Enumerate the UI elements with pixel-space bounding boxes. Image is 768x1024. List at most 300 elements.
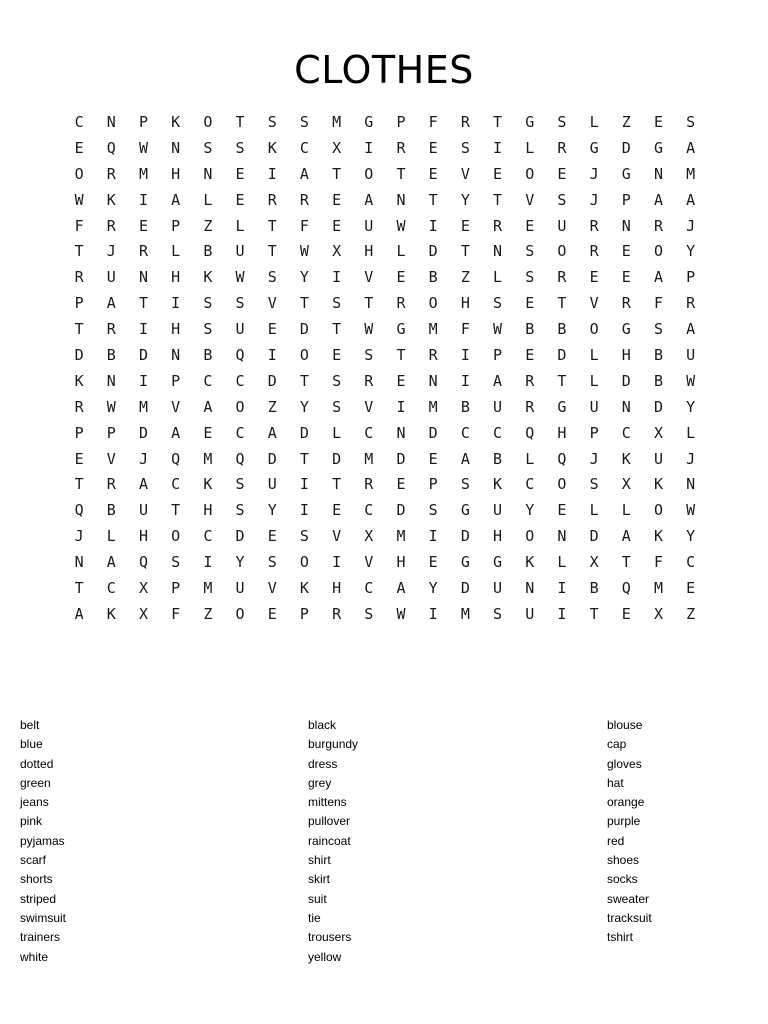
grid-letter[interactable]: Q [171, 449, 181, 468]
grid-letter[interactable]: W [74, 190, 84, 209]
grid-letter[interactable]: V [171, 397, 181, 416]
grid-letter[interactable]: D [460, 527, 470, 546]
grid-letter[interactable]: T [332, 475, 342, 494]
grid-letter[interactable]: T [557, 294, 567, 313]
grid-letter[interactable]: E [267, 604, 277, 623]
grid-letter[interactable]: E [525, 294, 535, 313]
grid-letter[interactable]: L [589, 371, 599, 390]
grid-letter[interactable]: G [653, 138, 663, 157]
grid-letter[interactable]: V [589, 294, 599, 313]
grid-letter[interactable]: H [621, 346, 631, 365]
grid-letter[interactable]: K [203, 268, 213, 287]
grid-letter[interactable]: G [460, 501, 470, 520]
grid-letter[interactable]: K [203, 475, 213, 494]
grid-letter[interactable]: A [686, 138, 696, 157]
grid-letter[interactable]: T [299, 449, 309, 468]
grid-letter[interactable]: L [589, 113, 599, 131]
grid-letter[interactable]: W [686, 371, 696, 390]
grid-letter[interactable]: E [332, 501, 342, 520]
grid-letter[interactable]: P [589, 423, 599, 442]
grid-letter[interactable]: D [460, 579, 470, 598]
grid-letter[interactable]: F [171, 604, 181, 623]
grid-letter[interactable]: O [653, 242, 663, 261]
grid-letter[interactable]: T [589, 604, 599, 623]
grid-letter[interactable]: Q [74, 501, 84, 520]
grid-letter[interactable]: P [171, 371, 181, 390]
grid-letter[interactable]: K [106, 604, 116, 623]
grid-letter[interactable]: B [653, 371, 663, 390]
grid-letter[interactable]: C [203, 371, 213, 390]
grid-letter[interactable]: C [364, 579, 374, 598]
grid-letter[interactable]: O [525, 164, 535, 183]
grid-letter[interactable]: R [106, 164, 116, 183]
grid-letter[interactable]: E [74, 449, 84, 468]
grid-letter[interactable]: Q [621, 579, 631, 598]
grid-letter[interactable]: N [106, 113, 116, 131]
grid-letter[interactable]: R [106, 320, 116, 339]
grid-letter[interactable]: A [364, 190, 374, 209]
grid-letter[interactable]: D [557, 346, 567, 365]
grid-letter[interactable]: S [332, 294, 342, 313]
grid-letter[interactable]: T [299, 371, 309, 390]
grid-letter[interactable]: S [299, 113, 309, 131]
grid-letter[interactable]: B [106, 346, 116, 365]
grid-letter[interactable]: Z [686, 604, 696, 623]
grid-letter[interactable]: C [171, 475, 181, 494]
grid-letter[interactable]: S [364, 604, 374, 623]
grid-letter[interactable]: R [332, 604, 342, 623]
grid-letter[interactable]: C [525, 475, 535, 494]
grid-letter[interactable]: U [267, 475, 277, 494]
grid-letter[interactable]: I [299, 501, 309, 520]
grid-letter[interactable]: L [686, 423, 696, 442]
grid-letter[interactable]: B [106, 501, 116, 520]
grid-letter[interactable]: N [138, 268, 148, 287]
grid-letter[interactable]: U [493, 501, 503, 520]
grid-letter[interactable]: C [364, 501, 374, 520]
grid-letter[interactable]: J [589, 449, 599, 468]
grid-letter[interactable]: F [299, 216, 309, 235]
grid-letter[interactable]: L [235, 216, 245, 235]
grid-letter[interactable]: I [299, 475, 309, 494]
grid-letter[interactable]: Q [557, 449, 567, 468]
grid-letter[interactable]: R [460, 113, 470, 131]
grid-letter[interactable]: S [460, 138, 470, 157]
grid-letter[interactable]: E [138, 216, 148, 235]
grid-letter[interactable]: I [267, 346, 277, 365]
grid-letter[interactable]: L [525, 449, 535, 468]
grid-letter[interactable]: N [621, 216, 631, 235]
grid-letter[interactable]: B [428, 268, 438, 287]
grid-letter[interactable]: R [589, 216, 599, 235]
grid-letter[interactable]: N [428, 371, 438, 390]
grid-letter[interactable]: H [460, 294, 470, 313]
grid-letter[interactable]: E [493, 164, 503, 183]
grid-letter[interactable]: I [332, 553, 342, 572]
grid-letter[interactable]: F [74, 216, 84, 235]
grid-letter[interactable]: F [428, 113, 438, 131]
grid-letter[interactable]: U [557, 216, 567, 235]
grid-letter[interactable]: A [653, 190, 663, 209]
grid-letter[interactable]: E [396, 268, 406, 287]
grid-letter[interactable]: E [621, 604, 631, 623]
grid-letter[interactable]: G [525, 113, 535, 131]
grid-letter[interactable]: E [267, 320, 277, 339]
grid-letter[interactable]: D [299, 423, 309, 442]
grid-letter[interactable]: U [235, 579, 245, 598]
grid-letter[interactable]: O [428, 294, 438, 313]
grid-letter[interactable]: W [364, 320, 374, 339]
grid-letter[interactable]: S [203, 138, 213, 157]
grid-letter[interactable]: N [396, 423, 406, 442]
grid-letter[interactable]: S [267, 268, 277, 287]
grid-letter[interactable]: I [460, 371, 470, 390]
grid-letter[interactable]: B [493, 449, 503, 468]
grid-letter[interactable]: D [299, 320, 309, 339]
grid-letter[interactable]: Y [299, 268, 309, 287]
grid-letter[interactable]: Y [686, 527, 696, 546]
grid-letter[interactable]: T [74, 242, 84, 261]
grid-letter[interactable]: I [138, 190, 148, 209]
grid-letter[interactable]: A [396, 579, 406, 598]
grid-letter[interactable]: T [460, 242, 470, 261]
grid-letter[interactable]: Z [267, 397, 277, 416]
grid-letter[interactable]: E [653, 113, 663, 131]
grid-letter[interactable]: N [171, 346, 181, 365]
grid-letter[interactable]: C [106, 579, 116, 598]
grid-letter[interactable]: N [171, 138, 181, 157]
grid-letter[interactable]: S [557, 113, 567, 131]
grid-letter[interactable]: J [74, 527, 84, 546]
grid-letter[interactable]: Y [299, 397, 309, 416]
grid-letter[interactable]: J [589, 164, 599, 183]
grid-letter[interactable]: U [235, 242, 245, 261]
grid-letter[interactable]: D [332, 449, 342, 468]
grid-letter[interactable]: D [267, 371, 277, 390]
grid-letter[interactable]: I [267, 164, 277, 183]
grid-letter[interactable]: J [686, 449, 696, 468]
grid-letter[interactable]: D [589, 527, 599, 546]
grid-letter[interactable]: K [299, 579, 309, 598]
grid-letter[interactable]: X [589, 553, 599, 572]
grid-letter[interactable]: T [428, 190, 438, 209]
grid-letter[interactable]: Y [460, 190, 470, 209]
grid-letter[interactable]: A [686, 190, 696, 209]
grid-letter[interactable]: S [235, 294, 245, 313]
grid-letter[interactable]: A [299, 164, 309, 183]
grid-letter[interactable]: L [396, 242, 406, 261]
grid-letter[interactable]: T [364, 294, 374, 313]
grid-letter[interactable]: S [686, 113, 696, 131]
grid-letter[interactable]: E [428, 553, 438, 572]
grid-letter[interactable]: R [299, 190, 309, 209]
grid-letter[interactable]: G [493, 553, 503, 572]
grid-letter[interactable]: V [460, 164, 470, 183]
grid-letter[interactable]: T [267, 242, 277, 261]
grid-letter[interactable]: S [428, 501, 438, 520]
grid-letter[interactable]: R [74, 397, 84, 416]
grid-letter[interactable]: T [74, 579, 84, 598]
grid-letter[interactable]: Z [203, 604, 213, 623]
grid-letter[interactable]: M [203, 579, 213, 598]
grid-letter[interactable]: S [203, 320, 213, 339]
grid-letter[interactable]: P [138, 113, 148, 131]
grid-letter[interactable]: C [460, 423, 470, 442]
grid-letter[interactable]: D [396, 501, 406, 520]
grid-letter[interactable]: R [106, 216, 116, 235]
grid-letter[interactable]: X [332, 138, 342, 157]
grid-letter[interactable]: S [203, 294, 213, 313]
grid-letter[interactable]: N [557, 527, 567, 546]
grid-letter[interactable]: Z [621, 113, 631, 131]
grid-letter[interactable]: A [203, 397, 213, 416]
grid-letter[interactable]: E [428, 138, 438, 157]
grid-letter[interactable]: R [396, 138, 406, 157]
grid-letter[interactable]: V [267, 579, 277, 598]
grid-letter[interactable]: E [621, 268, 631, 287]
grid-letter[interactable]: N [106, 371, 116, 390]
grid-letter[interactable]: A [171, 190, 181, 209]
grid-letter[interactable]: O [299, 553, 309, 572]
grid-letter[interactable]: D [653, 397, 663, 416]
grid-letter[interactable]: E [332, 216, 342, 235]
grid-letter[interactable]: H [138, 527, 148, 546]
grid-letter[interactable]: E [525, 216, 535, 235]
grid-letter[interactable]: N [653, 164, 663, 183]
grid-letter[interactable]: O [589, 320, 599, 339]
grid-letter[interactable]: K [493, 475, 503, 494]
grid-letter[interactable]: S [557, 190, 567, 209]
grid-letter[interactable]: O [557, 475, 567, 494]
grid-letter[interactable]: E [525, 346, 535, 365]
grid-letter[interactable]: L [621, 501, 631, 520]
grid-letter[interactable]: N [493, 242, 503, 261]
grid-letter[interactable]: T [74, 320, 84, 339]
grid-letter[interactable]: L [171, 242, 181, 261]
grid-letter[interactable]: E [428, 164, 438, 183]
grid-letter[interactable]: T [299, 294, 309, 313]
grid-letter[interactable]: G [589, 138, 599, 157]
grid-letter[interactable]: R [364, 371, 374, 390]
grid-letter[interactable]: S [267, 113, 277, 131]
grid-letter[interactable]: X [138, 604, 148, 623]
grid-letter[interactable]: P [74, 294, 84, 313]
grid-letter[interactable]: Q [235, 449, 245, 468]
grid-letter[interactable]: L [106, 527, 116, 546]
grid-letter[interactable]: L [525, 138, 535, 157]
grid-letter[interactable]: C [203, 527, 213, 546]
grid-letter[interactable]: O [653, 501, 663, 520]
grid-letter[interactable]: R [106, 475, 116, 494]
grid-letter[interactable]: S [235, 475, 245, 494]
grid-letter[interactable]: Z [460, 268, 470, 287]
grid-letter[interactable]: P [299, 604, 309, 623]
grid-letter[interactable]: Y [686, 242, 696, 261]
grid-letter[interactable]: U [493, 397, 503, 416]
grid-letter[interactable]: G [621, 320, 631, 339]
grid-letter[interactable]: C [299, 138, 309, 157]
grid-letter[interactable]: A [106, 553, 116, 572]
grid-letter[interactable]: S [171, 553, 181, 572]
grid-letter[interactable]: M [686, 164, 696, 183]
grid-letter[interactable]: Y [267, 501, 277, 520]
grid-letter[interactable]: K [525, 553, 535, 572]
grid-letter[interactable]: Y [525, 501, 535, 520]
grid-letter[interactable]: M [203, 449, 213, 468]
grid-letter[interactable]: E [267, 527, 277, 546]
grid-letter[interactable]: S [332, 397, 342, 416]
grid-letter[interactable]: S [299, 527, 309, 546]
grid-letter[interactable]: S [364, 346, 374, 365]
grid-letter[interactable]: Y [235, 553, 245, 572]
grid-letter[interactable]: R [428, 346, 438, 365]
grid-letter[interactable]: G [557, 397, 567, 416]
grid-letter[interactable]: A [686, 320, 696, 339]
grid-letter[interactable]: D [621, 371, 631, 390]
grid-letter[interactable]: R [621, 294, 631, 313]
grid-letter[interactable]: E [203, 423, 213, 442]
grid-letter[interactable]: T [171, 501, 181, 520]
grid-letter[interactable]: B [525, 320, 535, 339]
grid-letter[interactable]: D [267, 449, 277, 468]
grid-letter[interactable]: P [171, 579, 181, 598]
grid-letter[interactable]: T [235, 113, 245, 131]
grid-letter[interactable]: M [653, 579, 663, 598]
grid-letter[interactable]: U [364, 216, 374, 235]
grid-letter[interactable]: O [525, 527, 535, 546]
grid-letter[interactable]: S [332, 371, 342, 390]
grid-letter[interactable]: W [396, 604, 406, 623]
grid-letter[interactable]: I [428, 604, 438, 623]
grid-letter[interactable]: A [267, 423, 277, 442]
grid-letter[interactable]: U [235, 320, 245, 339]
grid-letter[interactable]: G [396, 320, 406, 339]
grid-letter[interactable]: T [267, 216, 277, 235]
grid-letter[interactable]: K [74, 371, 84, 390]
grid-letter[interactable]: M [428, 397, 438, 416]
grid-letter[interactable]: B [653, 346, 663, 365]
grid-letter[interactable]: T [396, 164, 406, 183]
grid-letter[interactable]: K [621, 449, 631, 468]
grid-letter[interactable]: R [525, 371, 535, 390]
grid-letter[interactable]: S [235, 501, 245, 520]
grid-letter[interactable]: J [686, 216, 696, 235]
grid-letter[interactable]: E [621, 242, 631, 261]
grid-letter[interactable]: J [106, 242, 116, 261]
grid-letter[interactable]: F [653, 553, 663, 572]
grid-letter[interactable]: S [493, 604, 503, 623]
grid-letter[interactable]: B [460, 397, 470, 416]
grid-letter[interactable]: L [557, 553, 567, 572]
grid-letter[interactable]: M [460, 604, 470, 623]
grid-letter[interactable]: A [171, 423, 181, 442]
grid-letter[interactable]: O [557, 242, 567, 261]
grid-letter[interactable]: N [74, 553, 84, 572]
grid-letter[interactable]: C [74, 113, 84, 131]
grid-letter[interactable]: I [138, 320, 148, 339]
grid-letter[interactable]: R [525, 397, 535, 416]
grid-letter[interactable]: M [138, 164, 148, 183]
grid-letter[interactable]: U [106, 268, 116, 287]
grid-letter[interactable]: T [493, 190, 503, 209]
grid-letter[interactable]: D [235, 527, 245, 546]
grid-letter[interactable]: C [686, 553, 696, 572]
grid-letter[interactable]: T [138, 294, 148, 313]
grid-letter[interactable]: I [428, 527, 438, 546]
grid-letter[interactable]: K [106, 190, 116, 209]
grid-letter[interactable]: X [621, 475, 631, 494]
grid-letter[interactable]: B [203, 242, 213, 261]
grid-letter[interactable]: U [653, 449, 663, 468]
grid-letter[interactable]: M [364, 449, 374, 468]
grid-letter[interactable]: Y [686, 397, 696, 416]
grid-letter[interactable]: U [138, 501, 148, 520]
grid-letter[interactable]: R [138, 242, 148, 261]
grid-letter[interactable]: S [267, 553, 277, 572]
grid-letter[interactable]: E [396, 371, 406, 390]
grid-letter[interactable]: X [138, 579, 148, 598]
grid-letter[interactable]: K [171, 113, 181, 131]
grid-letter[interactable]: V [364, 553, 374, 572]
grid-letter[interactable]: E [332, 190, 342, 209]
grid-letter[interactable]: Q [235, 346, 245, 365]
grid-letter[interactable]: H [557, 423, 567, 442]
grid-letter[interactable]: R [686, 294, 696, 313]
grid-letter[interactable]: U [525, 604, 535, 623]
grid-letter[interactable]: W [299, 242, 309, 261]
grid-letter[interactable]: E [557, 164, 567, 183]
grid-letter[interactable]: Z [203, 216, 213, 235]
grid-letter[interactable]: U [493, 579, 503, 598]
grid-letter[interactable]: M [396, 527, 406, 546]
grid-letter[interactable]: E [460, 216, 470, 235]
grid-letter[interactable]: J [589, 190, 599, 209]
grid-letter[interactable]: Q [138, 553, 148, 572]
grid-letter[interactable]: I [396, 397, 406, 416]
grid-letter[interactable]: O [299, 346, 309, 365]
grid-letter[interactable]: I [493, 138, 503, 157]
grid-letter[interactable]: A [138, 475, 148, 494]
grid-letter[interactable]: C [493, 423, 503, 442]
grid-letter[interactable]: O [235, 397, 245, 416]
grid-letter[interactable]: A [653, 268, 663, 287]
grid-letter[interactable]: E [396, 475, 406, 494]
grid-letter[interactable]: I [557, 604, 567, 623]
grid-letter[interactable]: L [203, 190, 213, 209]
grid-letter[interactable]: D [428, 423, 438, 442]
grid-letter[interactable]: M [138, 397, 148, 416]
grid-letter[interactable]: T [332, 320, 342, 339]
grid-letter[interactable]: W [106, 397, 116, 416]
grid-letter[interactable]: N [203, 164, 213, 183]
grid-letter[interactable]: X [653, 423, 663, 442]
grid-letter[interactable]: I [460, 346, 470, 365]
grid-letter[interactable]: H [171, 164, 181, 183]
grid-letter[interactable]: Q [106, 138, 116, 157]
grid-letter[interactable]: R [589, 242, 599, 261]
grid-letter[interactable]: A [460, 449, 470, 468]
grid-letter[interactable]: V [332, 527, 342, 546]
grid-letter[interactable]: P [396, 113, 406, 131]
grid-letter[interactable]: E [235, 164, 245, 183]
grid-letter[interactable]: P [106, 423, 116, 442]
grid-letter[interactable]: O [235, 604, 245, 623]
grid-letter[interactable]: O [171, 527, 181, 546]
grid-letter[interactable]: B [203, 346, 213, 365]
grid-letter[interactable]: S [589, 475, 599, 494]
grid-letter[interactable]: S [653, 320, 663, 339]
grid-letter[interactable]: R [653, 216, 663, 235]
